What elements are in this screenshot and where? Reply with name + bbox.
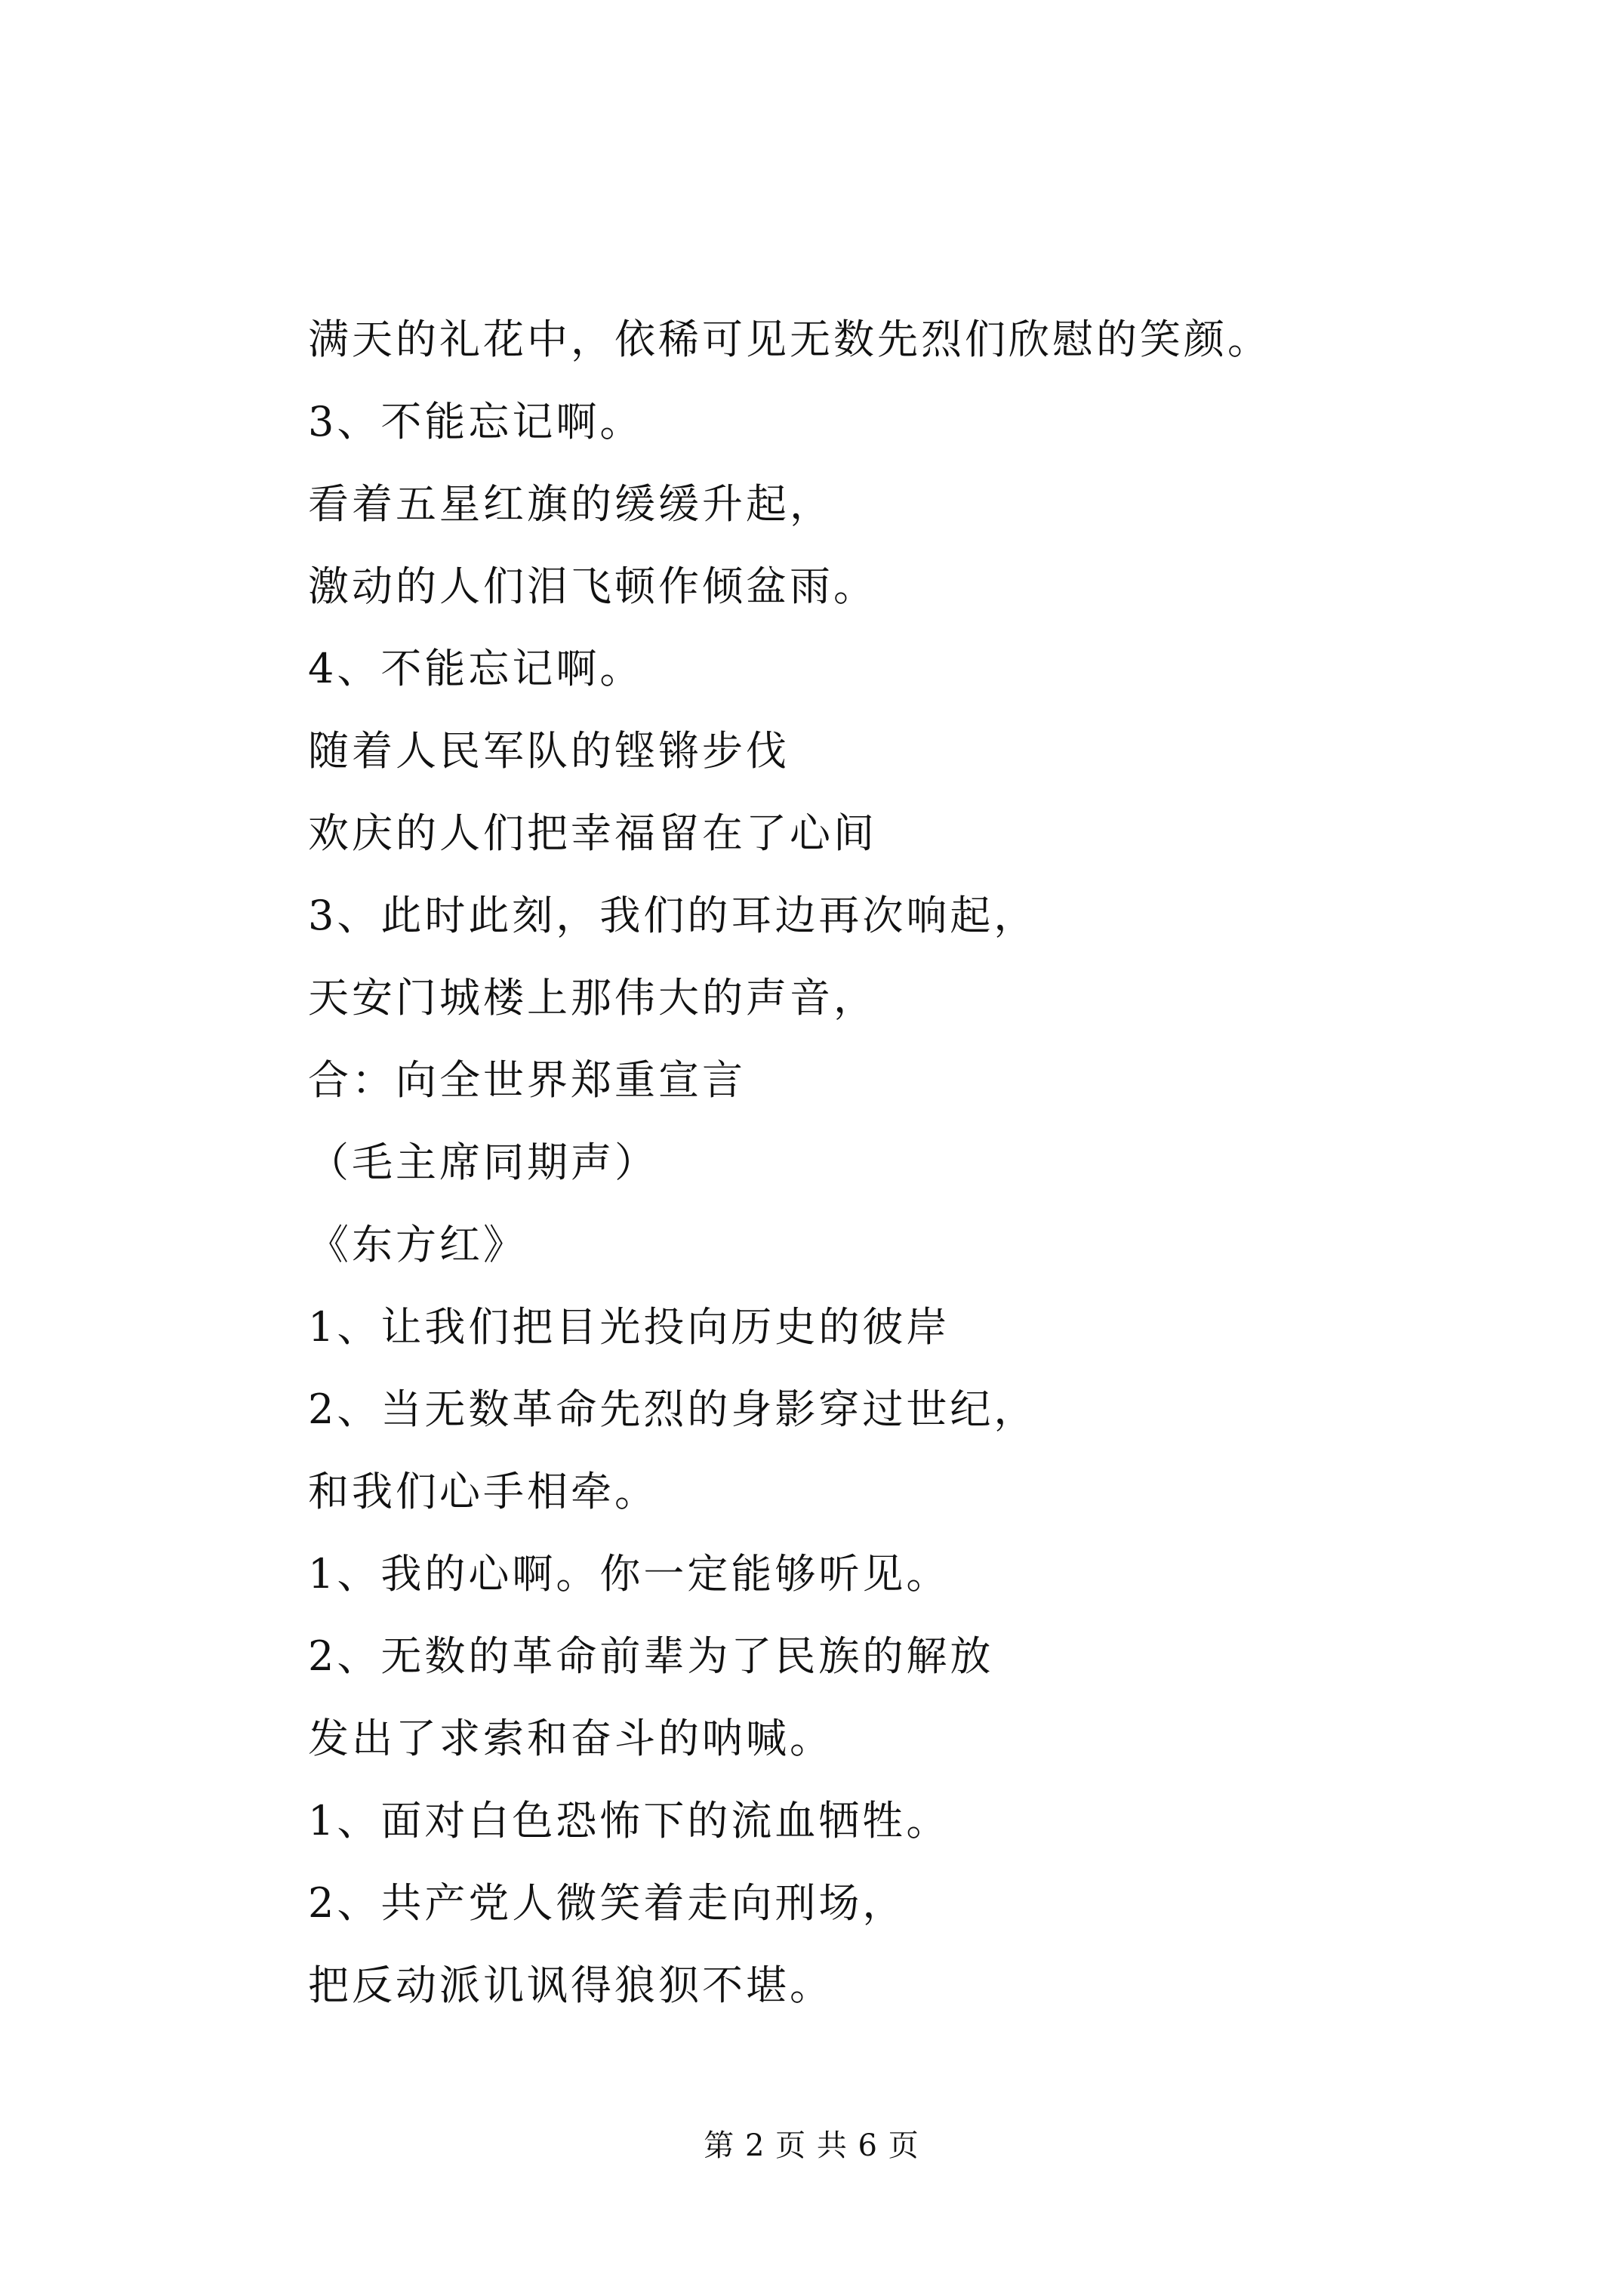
text-line: 《东方红》 [308, 1221, 527, 1268]
text-line: 把反动派讥讽得狼狈不堪。 [308, 1962, 833, 2009]
text-line: 发出了求索和奋斗的呐喊。 [308, 1715, 833, 1762]
page-footer: 第 2 页 共 6 页 [704, 2128, 919, 2163]
text-line: 和我们心手相牵。 [308, 1468, 658, 1515]
text-line: 2、无数的革命前辈为了民族的解放 [308, 1632, 994, 1680]
text-line: 欢庆的人们把幸福留在了心间 [308, 809, 877, 857]
text-line: 2、当无数革命先烈的身影穿过世纪， [308, 1385, 1038, 1433]
text-line: 激动的人们泪飞顿作倾盆雨。 [308, 562, 877, 610]
text-line: 4、不能忘记啊。 [308, 645, 644, 692]
text-line: 3、不能忘记啊。 [308, 398, 644, 445]
text-line: 满天的礼花中，依稀可见无数先烈们欣慰的笑颜。 [308, 316, 1271, 363]
text-line: 1、我的心啊。你一定能够听见。 [308, 1550, 950, 1598]
text-line: （毛主席同期声） [308, 1139, 658, 1186]
text-line: 看着五星红旗的缓缓升起， [308, 480, 833, 528]
text-line: 随着人民军队的铿锵步伐 [308, 727, 790, 775]
text-line: 1、让我们把目光投向历史的彼岸 [308, 1303, 950, 1351]
text-line: 合：向全世界郑重宣言 [308, 1056, 746, 1104]
text-line: 3、此时此刻，我们的耳边再次响起， [308, 892, 1038, 939]
text-line: 2、共产党人微笑着走向刑场， [308, 1879, 907, 1927]
text-line: 1、面对白色恐怖下的流血牺牲。 [308, 1797, 950, 1845]
text-line: 天安门城楼上那伟大的声音， [308, 974, 877, 1022]
